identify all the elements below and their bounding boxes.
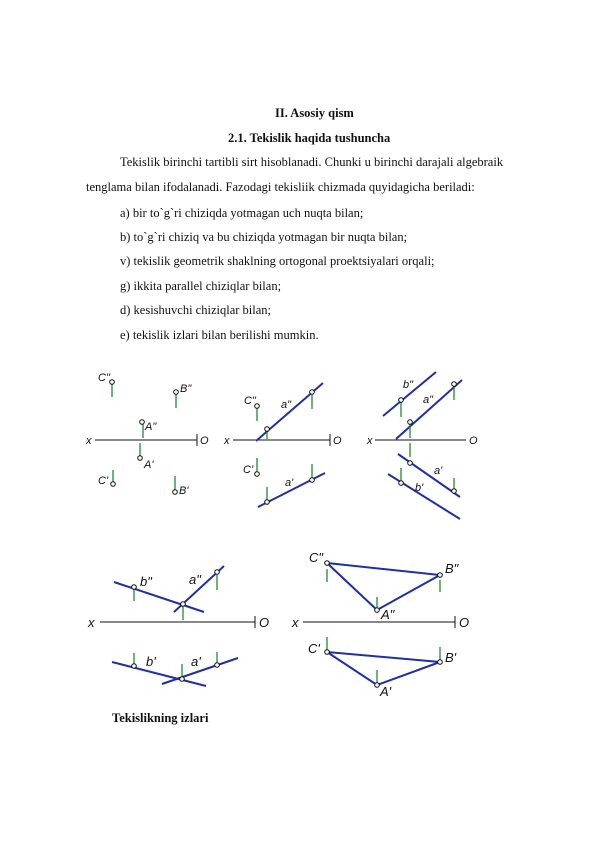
axis-label-x: x [88,615,95,630]
point-on-a2 [215,570,220,575]
figure-parallel-lines [366,372,478,519]
axis-label-o: O [469,435,478,447]
label-a1: a' [285,477,294,489]
line-a1 [398,454,460,497]
point-on-a2 [310,390,315,395]
label-c2: C" [309,550,324,565]
point-c1 [255,472,260,477]
point-on-a1 [265,500,270,505]
list-item-v: v) tekislik geometrik shaklning ortogonal proektsiyalari orqali; [120,254,435,268]
label-a1: A' [144,459,154,471]
section-heading: II. Asosiy qism [275,106,354,120]
paragraph-line-1: Tekislik birinchi tartibli sirt hisoblanadi. Chunki u birinchi darajali algebraik [120,155,504,169]
label-a2: A" [145,421,157,433]
list-item-a: a) bir to`g`ri chiziqda yotmagan uch nuqta bilan; [120,206,364,220]
label-c1: C' [98,475,109,487]
point-b2 [174,390,179,395]
point-on-a2 [452,382,457,387]
label-c1: C' [243,464,254,476]
label-b1: B' [445,650,457,665]
point-b2 [438,573,443,578]
list-item-g: g) ikkita parallel chiziqlar bilan; [120,279,282,293]
point-on-b1 [399,481,404,486]
label-b1: B' [179,485,189,497]
point-on-b2 [132,585,137,590]
label-c1: C' [308,641,320,656]
point-on-b1 [132,664,137,669]
axis-label-o: O [259,615,270,630]
axis-label-o: O [200,435,209,447]
list-item-e: e) tekislik izlari bilan berilishi mumkin. [120,328,319,342]
axis-label-o: O [459,615,470,630]
label-b2: B" [445,561,459,576]
intersection-point-1 [180,677,185,682]
point-on-a1 [408,461,413,466]
line-b1 [388,474,460,519]
point-c1 [111,482,116,487]
point-a2 [375,608,380,613]
intersection-point-2 [181,602,186,607]
axis-label-x: x [224,435,230,447]
list-item-d: d) kesishuvchi chiziqlar bilan; [120,303,272,317]
point-on-a1 [452,489,457,494]
label-a1: a' [434,465,443,477]
axis-label-o: O [333,435,342,447]
axis-label-x: x [367,435,373,447]
label-c2: C" [244,395,256,407]
figure-line-and-point [223,383,342,507]
label-b1: b' [146,654,156,669]
label-a2: a" [423,394,434,406]
point-b1 [438,660,443,665]
axis-label-x: x [292,615,299,630]
point-a1 [138,456,143,461]
subsection-heading: 2.1. Tekislik haqida tushuncha [228,131,391,145]
point-on-a1 [310,478,315,483]
point-on-a2 [265,427,270,432]
point-a2 [140,420,145,425]
axis-label-x: x [86,435,92,447]
label-a1: A' [380,684,392,699]
point-on-a1 [215,663,220,668]
label-b2: B" [180,383,192,395]
label-a2: A" [381,607,395,622]
point-c2 [325,561,330,566]
figure-triangle [291,550,469,699]
label-b2: b" [403,379,414,391]
label-a2: a" [281,399,292,411]
triangle-frontal [327,563,440,610]
paragraph-line-2: tenglama bilan ifodalanadi. Fazodagi tekisliik chizmada quyidagicha beriladi: [86,180,475,194]
point-on-a2 [408,420,413,425]
triangle-horizontal [327,652,440,685]
figure-intersecting-lines [87,566,269,686]
point-a1 [375,683,380,688]
figure-three-points [85,372,209,497]
label-b2: b" [140,574,152,589]
label-c2: C" [98,372,110,384]
label-a1: a' [191,654,201,669]
point-b1 [173,490,178,495]
point-c2 [110,380,115,385]
list-item-b: b) to`g`ri chiziq va bu chiziqda yotmagan bir nuqta bilan; [120,230,408,244]
figure-caption: Tekislikning izlari [112,711,209,725]
label-a2: a" [189,572,201,587]
point-on-b2 [399,398,404,403]
point-c1 [325,650,330,655]
label-b1: b' [415,482,424,494]
